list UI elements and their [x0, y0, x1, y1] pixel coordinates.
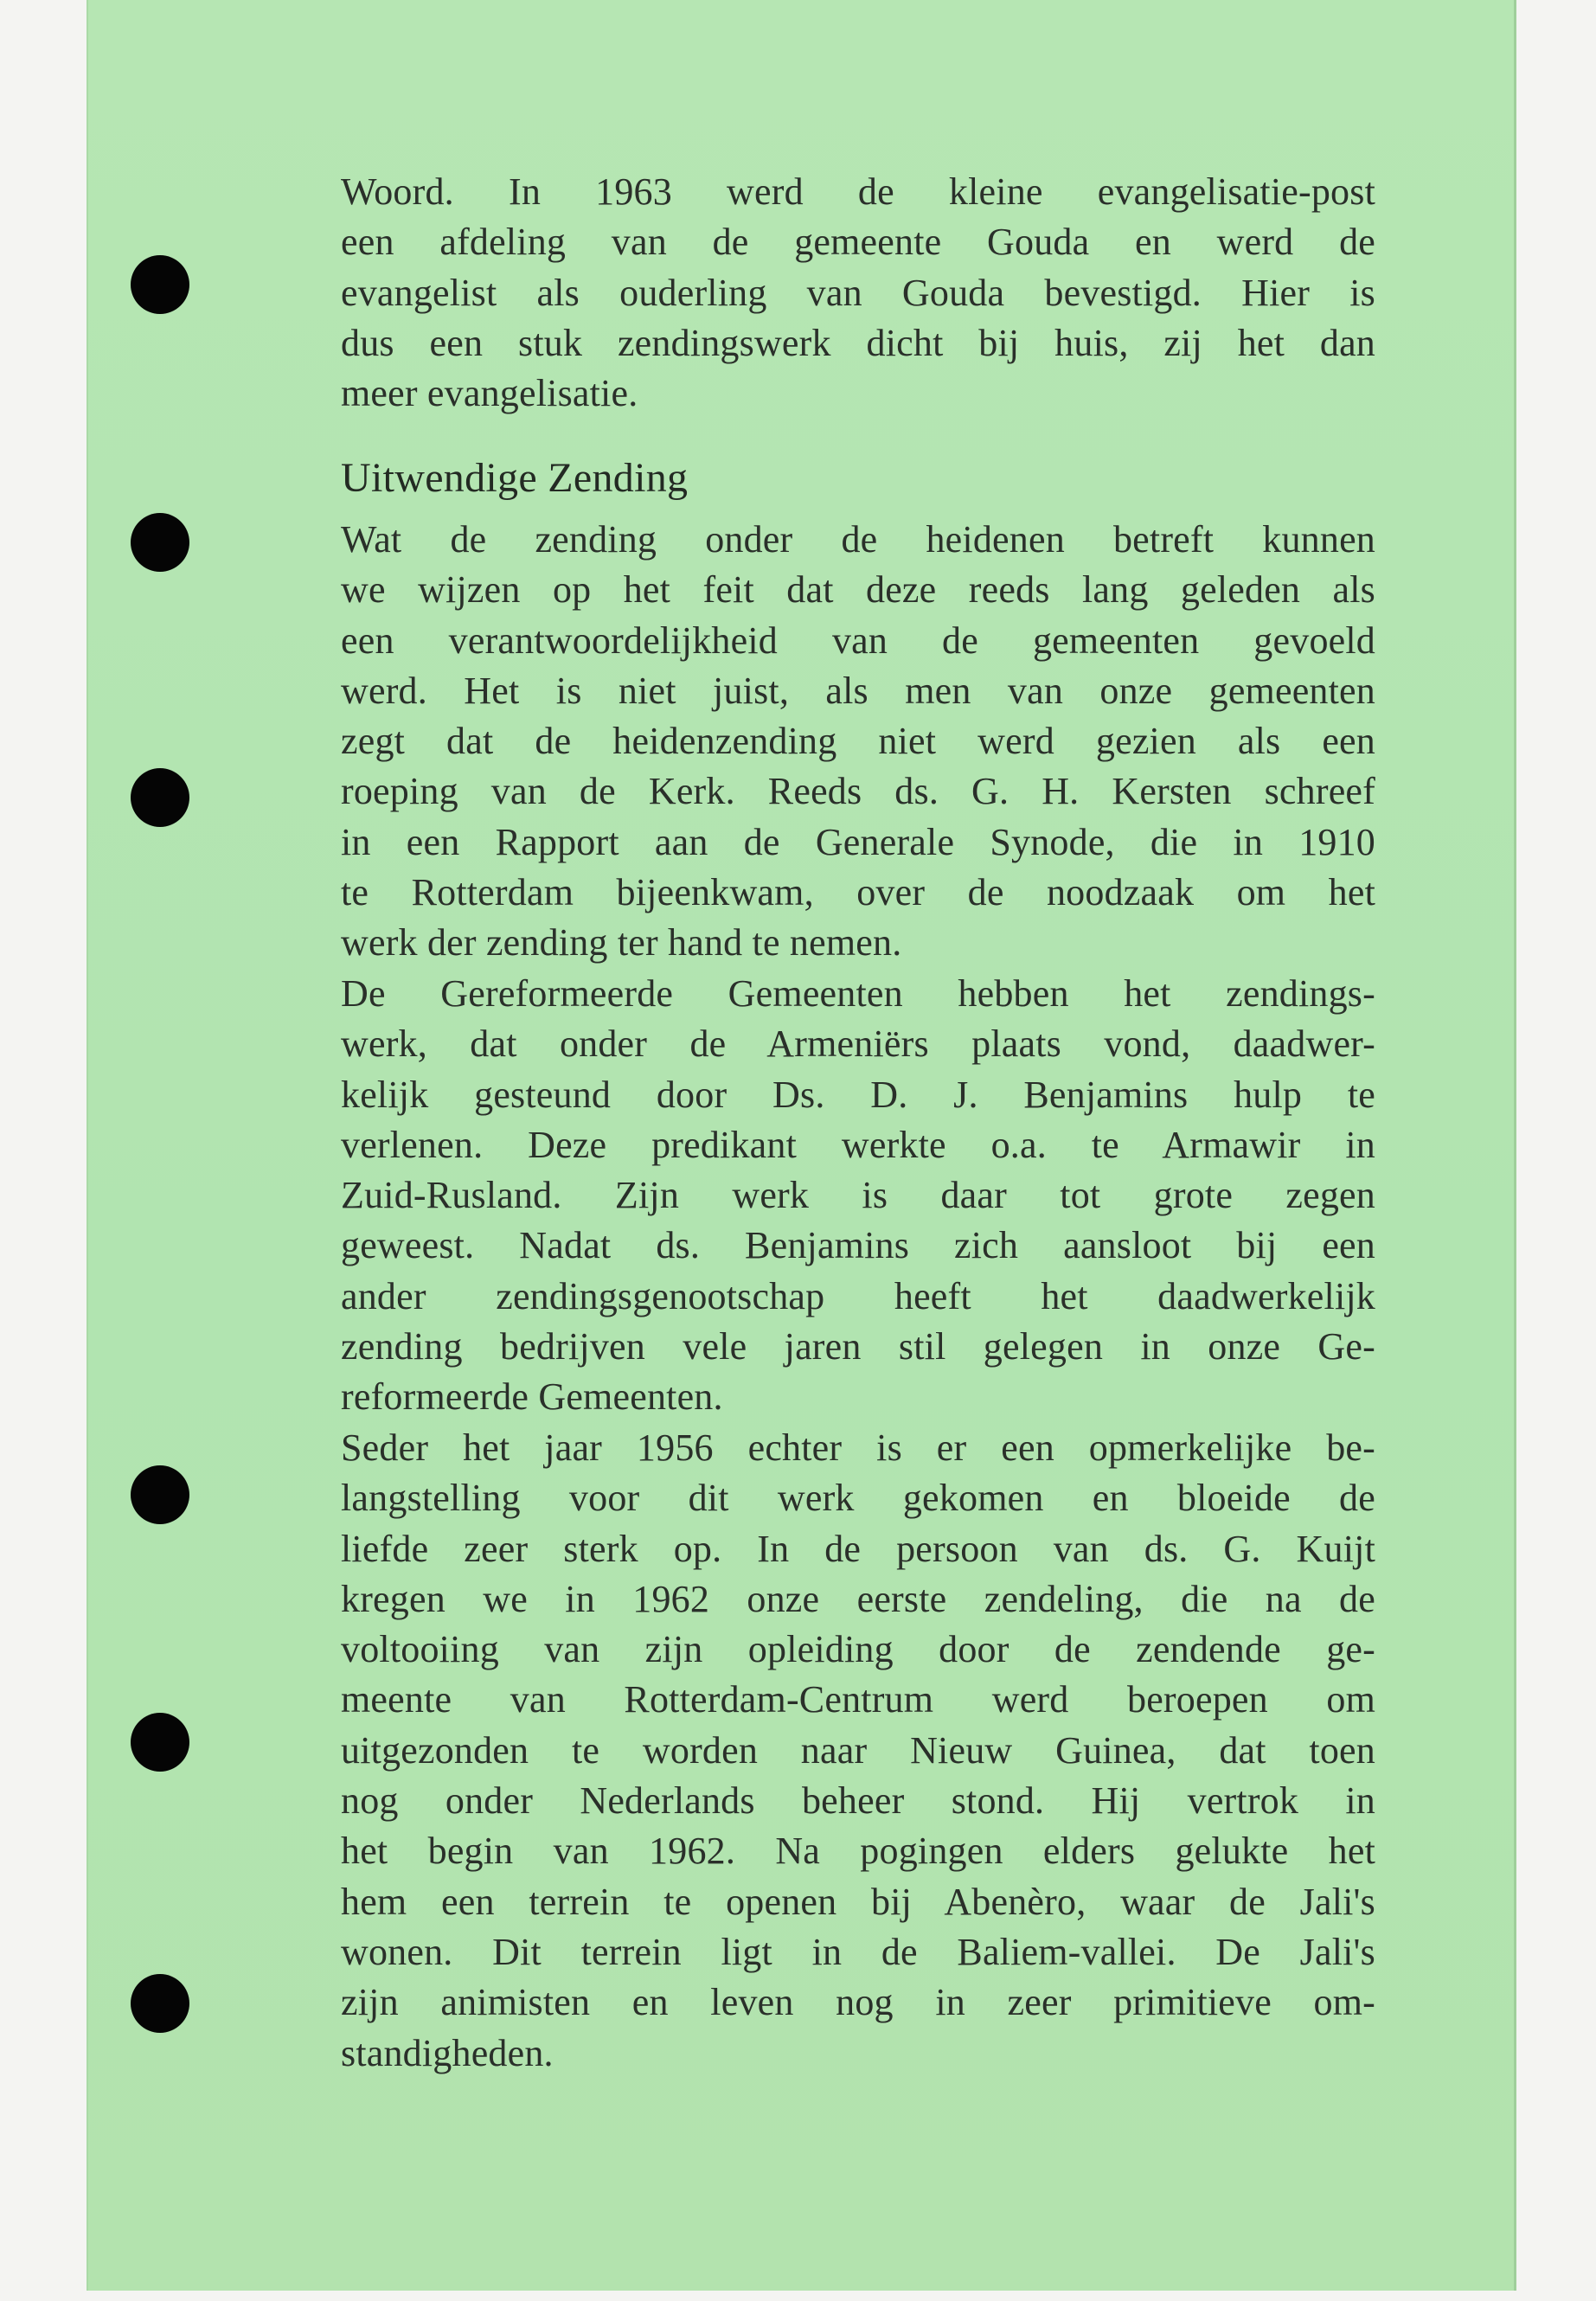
- paragraph-3: [341, 1423, 1375, 2079]
- text-line: meente van Rotterdam-Centrum werd beroepen om: [341, 1678, 1375, 1721]
- text-line: kelijk gesteund door Ds. D. J. Benjamins hulp te: [341, 1073, 1375, 1116]
- text-line: voltooiing van zijn opleiding door de zendende ge-: [341, 1628, 1375, 1671]
- text-line: een afdeling van de gemeente Gouda en werd de: [341, 221, 1375, 264]
- text-line: kregen we in 1962 onze eerste zendeling, die na de: [341, 1577, 1375, 1620]
- text-line: standigheden.: [341, 2031, 554, 2074]
- text-line: Woord. In 1963 werd de kleine evangelisatie-post: [341, 170, 1375, 213]
- text-line: werk, dat onder de Armeniërs plaats vond, daadwer-: [341, 1022, 1375, 1066]
- text-line: zijn animisten en leven nog in zeer primitieve om-: [341, 1981, 1375, 2024]
- text-line: roeping van de Kerk. Reeds ds. G. H. Kersten schreef: [341, 770, 1375, 813]
- punch-hole: [131, 768, 189, 827]
- text-line: wonen. Dit terrein ligt in de Baliem-vallei. De Jali's: [341, 1930, 1375, 1973]
- text-line: een verantwoordelijkheid van de gemeenten gevoeld: [341, 619, 1375, 662]
- text-line: Seder het jaar 1956 echter is er een opmerkelijke be-: [341, 1426, 1375, 1469]
- text-line: reformeerde Gemeenten.: [341, 1375, 723, 1419]
- intro-paragraph: [341, 167, 1375, 419]
- text-line: De Gereformeerde Gemeenten hebben het zendings-: [341, 972, 1375, 1015]
- text-line: liefde zeer sterk op. In de persoon van ds. G. Kuijt: [341, 1527, 1375, 1570]
- text-line: zending bedrijven vele jaren stil gelegen in onze Ge-: [341, 1325, 1375, 1368]
- text-line: Wat de zending onder de heidenen betreft kunnen: [341, 518, 1375, 561]
- text-line: geweest. Nadat ds. Benjamins zich aansloot bij een: [341, 1224, 1375, 1267]
- text-line: we wijzen op het feit dat deze reeds lang geleden als: [341, 568, 1375, 612]
- punch-hole: [131, 255, 189, 314]
- text-line: werd. Het is niet juist, als men van onze gemeenten: [341, 669, 1375, 712]
- text-line: uitgezonden te worden naar Nieuw Guinea, dat toen: [341, 1728, 1375, 1772]
- punch-hole: [131, 1974, 189, 2033]
- text-line: evangelist als ouderling van Gouda bevestigd. Hier is: [341, 271, 1375, 314]
- text-line: nog onder Nederlands beheer stond. Hij vertrok in: [341, 1779, 1375, 1823]
- paragraph-1: [341, 515, 1375, 969]
- text-line: het begin van 1962. Na pogingen elders gelukte het: [341, 1830, 1375, 1873]
- text-line: zegt dat de heidenzending niet werd gezien als een: [341, 720, 1375, 763]
- section-heading: Uitwendige Zending: [341, 455, 689, 501]
- text-line: langstelling voor dit werk gekomen en bloeide de: [341, 1477, 1375, 1520]
- punch-hole: [131, 1713, 189, 1772]
- text-line: in een Rapport aan de Generale Synode, die in 1910: [341, 820, 1375, 863]
- paragraph-2: [341, 969, 1375, 1423]
- punch-hole: [131, 1465, 189, 1524]
- text-line: verlenen. Deze predikant werkte o.a. te Armawir in: [341, 1123, 1375, 1166]
- punch-hole: [131, 513, 189, 572]
- text-line: ander zendingsgenootschap heeft het daadwerkelijk: [341, 1274, 1375, 1317]
- text-line: te Rotterdam bijeenkwam, over de noodzaak om het: [341, 871, 1375, 914]
- text-line: Zuid-Rusland. Zijn werk is daar tot grote zegen: [341, 1174, 1375, 1217]
- text-line: meer evangelisatie.: [341, 372, 638, 415]
- text-line: hem een terrein te openen bij Abenèro, waar de Jali's: [341, 1880, 1375, 1923]
- text-line: dus een stuk zendingswerk dicht bij huis, zij het dan: [341, 321, 1375, 364]
- text-line: werk der zending ter hand te nemen.: [341, 921, 902, 965]
